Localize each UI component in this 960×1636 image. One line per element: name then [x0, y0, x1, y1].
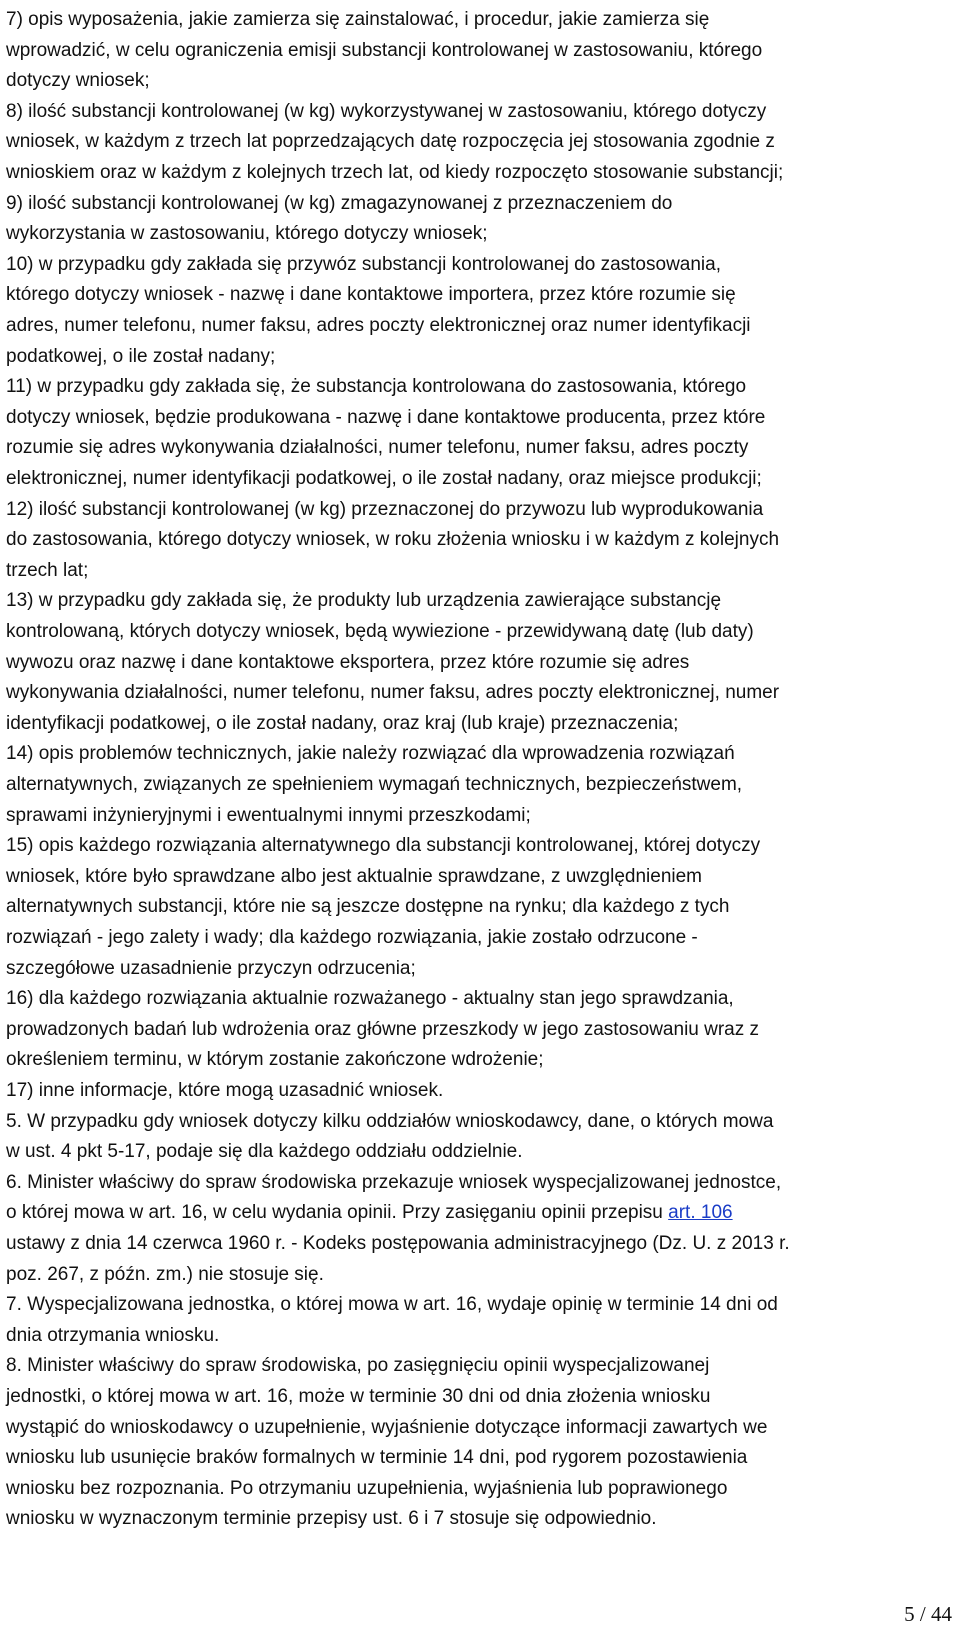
- text-line: [6, 249, 721, 280]
- text-line: [6, 708, 678, 739]
- text-line: [6, 371, 746, 402]
- text-line-content: w ust. 4 pkt 5-17, podaje się dla każdego oddziału oddzielnie.: [6, 1141, 523, 1163]
- text-line-content: poz. 267, z późn. zm.) nie stosuje się.: [6, 1263, 324, 1285]
- text-line: [6, 647, 689, 678]
- document-page: [6, 0, 956, 1636]
- text-line-content: wniosek, które było sprawdzane albo jest aktualnie sprawdzane, z uwzględnieniem: [6, 865, 702, 887]
- text-line-content: trzech lat;: [6, 559, 89, 581]
- page-number: 5 / 44: [904, 1602, 952, 1626]
- text-line-content: rozwiązań - jego zalety i wady; dla każdego rozwiązania, jakie zostało odrzucone -: [6, 927, 698, 948]
- text-line: [6, 35, 762, 66]
- text-line-content: 7. Wyspecjalizowana jednostka, o której mowa w art. 16, wydaje opinię w terminie 14 dni od: [6, 1294, 778, 1316]
- text-line-content: do zastosowania, którego dotyczy wniosek, w roku złożenia wniosku i w każdym z kolejnych: [6, 529, 780, 551]
- text-line: [6, 1289, 778, 1320]
- text-line-content: sprawami inżynieryjnymi i ewentualnymi innymi przeszkodami;: [6, 804, 531, 826]
- text-line-content: identyfikacji podatkowej, o ile został nadany, oraz kraj (lub kraje) przeznaczenia;: [6, 712, 679, 734]
- text-line-content: 11) w przypadku gdy zakłada się, że substancja kontrolowana do zastosowania, którego: [6, 376, 747, 398]
- text-line-content: 5. W przypadku gdy wniosek dotyczy kilku oddziałów wnioskodawcy, dane, o których mowa: [6, 1110, 774, 1132]
- text-line-content: wniosku lub usunięcie braków formalnych w terminie 14 dni, pod rygorem pozostawienia: [6, 1447, 748, 1469]
- law-article-link[interactable]: art. 106: [668, 1202, 733, 1224]
- text-line: [6, 218, 488, 249]
- text-line: [6, 341, 275, 372]
- text-line: [6, 188, 672, 219]
- text-line: [6, 1442, 747, 1473]
- text-line: [6, 126, 775, 157]
- text-line-content: alternatywnych, związanych ze spełnieniem wymagań technicznych, bezpieczeństwem,: [6, 774, 743, 795]
- text-line: [6, 432, 748, 463]
- text-line: [6, 830, 760, 861]
- text-line-content: wywozu oraz nazwę i dane kontaktowe eksportera, przez które rozumie się adres: [6, 651, 690, 673]
- text-line: [6, 1167, 781, 1198]
- text-line-content: 8. Minister właściwy do spraw środowiska, po zasięgnięciu opinii wyspecjalizowanej: [6, 1355, 710, 1377]
- text-line-content: wnioskiem oraz w każdym z kolejnych trzech lat, od kiedy rozpoczęto stosowanie substancji;: [6, 162, 784, 183]
- text-line: [6, 953, 416, 984]
- text-line-content: wniosku bez rozpoznania. Po otrzymaniu uzupełnienia, wyjaśnienia lub poprawionego: [6, 1477, 728, 1499]
- text-line-content: dotyczy wniosek;: [6, 70, 150, 92]
- text-line: [6, 922, 698, 953]
- text-line-content: prowadzonych badań lub wdrożenia oraz główne przeszkody w jego zastosowaniu wraz z: [6, 1018, 760, 1040]
- text-line: [6, 1320, 219, 1351]
- text-line-content: 16) dla każdego rozwiązania aktualnie rozważanego - aktualny stan jego sprawdzania,: [6, 988, 734, 1010]
- text-line: [6, 1136, 523, 1167]
- text-line: [6, 1473, 727, 1504]
- text-line-content: 15) opis każdego rozwiązania alternatywnego dla substancji kontrolowanej, której dotyczy: [6, 835, 761, 857]
- text-line-content: dotyczy wniosek, będzie produkowana - nazwę i dane kontaktowe producenta, przez które: [6, 406, 766, 428]
- text-line: [6, 1197, 733, 1228]
- text-line-content: określeniem terminu, w którym zostanie zakończone wdrożenie;: [6, 1049, 544, 1071]
- text-line: [6, 1106, 773, 1137]
- text-line-content: 13) w przypadku gdy zakłada się, że produkty lub urządzenia zawierające substancję: [6, 590, 722, 612]
- text-line-content: rozumie się adres wykonywania działalności, numer telefonu, numer faksu, adres poczty: [6, 437, 749, 459]
- text-line: [6, 891, 729, 922]
- text-line: [6, 463, 762, 494]
- text-line-content: podatkowej, o ile został nadany;: [6, 345, 276, 367]
- text-line: [6, 402, 765, 433]
- text-line: [6, 1350, 709, 1381]
- text-line-content: wykorzystania w zastosowaniu, którego dotyczy wniosek;: [6, 223, 488, 245]
- text-line: [6, 1044, 544, 1075]
- text-line-content: elektronicznej, numer identyfikacji podatkowej, o ile został nadany, oraz miejsce produkcji;: [6, 468, 762, 489]
- text-line-content: szczegółowe uzasadnienie przyczyn odrzucenia;: [6, 957, 416, 979]
- text-line: [6, 677, 779, 708]
- text-line-content: jednostki, o której mowa w art. 16, może w terminie 30 dni od dnia złożenia wniosku: [6, 1386, 711, 1407]
- text-line: [6, 4, 709, 35]
- text-line-content: którego dotyczy wniosek - nazwę i dane kontaktowe importera, przez które rozumie się: [6, 284, 736, 306]
- text-line-content: wniosek, w każdym z trzech lat poprzedzających datę rozpoczęcia jej stosowania zgodnie z: [6, 131, 775, 153]
- text-line-content: 12) ilość substancji kontrolowanej (w kg) przeznaczonej do przywozu lub wyprodukowania: [6, 498, 764, 520]
- text-line-content: 8) ilość substancji kontrolowanej (w kg) wykorzystywanej w zastosowaniu, którego dotyczy: [6, 100, 767, 122]
- text-line: [6, 524, 779, 555]
- text-line-content: dnia otrzymania wniosku.: [6, 1324, 220, 1346]
- text-line: [6, 1228, 790, 1259]
- text-line: [6, 494, 763, 525]
- text-line: [6, 555, 88, 586]
- text-line-content: ustawy z dnia 14 czerwca 1960 r. - Kodeks postępowania administracyjnego (Dz. U. z 2013 r.: [6, 1233, 790, 1254]
- text-line-content: 7) opis wyposażenia, jakie zamierza się zainstalować, i procedur, jakie zamierza się: [6, 9, 710, 30]
- text-line: [6, 279, 736, 310]
- text-line-content: 17) inne informacje, które mogą uzasadnić wniosek.: [6, 1080, 444, 1101]
- text-line: [6, 769, 742, 800]
- text-line: [6, 861, 702, 892]
- text-line-content: wystąpić do wnioskodawcy o uzupełnienie, wyjaśnienie dotyczące informacji zawartych we: [6, 1416, 768, 1438]
- text-line-content: adres, numer telefonu, numer faksu, adres poczty elektronicznej oraz numer identyfikacji: [6, 315, 751, 336]
- text-line-content: o której mowa w art. 16, w celu wydania opinii. Przy zasięganiu opinii przepisu: [6, 1202, 669, 1224]
- text-line-content: wniosku w wyznaczonym terminie przepisy ust. 6 i 7 stosuje się odpowiednio.: [6, 1508, 657, 1530]
- text-line-content: wprowadzić, w celu ograniczenia emisji substancji kontrolowanej w zastosowaniu, którego: [6, 39, 763, 61]
- text-line-content: alternatywnych substancji, które nie są jeszcze dostępne na rynku; dla każdego z tych: [6, 896, 730, 918]
- text-line: [6, 96, 766, 127]
- text-line: [6, 800, 531, 831]
- text-line: [6, 1412, 767, 1443]
- text-line-content: 9) ilość substancji kontrolowanej (w kg) zmagazynowanej z przeznaczeniem do: [6, 192, 673, 214]
- text-line-content: kontrolowaną, których dotyczy wniosek, będą wywiezione - przewidywaną datę (lub daty): [6, 621, 754, 642]
- text-line: [6, 1381, 710, 1412]
- text-line-content: 10) w przypadku gdy zakłada się przywóz substancji kontrolowanej do zastosowania,: [6, 253, 721, 275]
- text-line-content: 14) opis problemów technicznych, jakie należy rozwiązać dla wprowadzenia rozwiązań: [6, 743, 735, 765]
- text-line: [6, 1259, 324, 1290]
- text-line: [6, 310, 751, 341]
- text-line: [6, 585, 721, 616]
- text-line: [6, 983, 734, 1014]
- text-line: [6, 1014, 759, 1045]
- text-line: [6, 157, 783, 188]
- text-line: [6, 1075, 443, 1106]
- text-line: [6, 65, 150, 96]
- text-line-content: wykonywania działalności, numer telefonu, numer faksu, adres poczty elektronicznej, numer: [6, 682, 780, 704]
- text-line-content: 6. Minister właściwy do spraw środowiska przekazuje wniosek wyspecjalizowanej jednostce,: [6, 1171, 782, 1193]
- text-line: [6, 1503, 657, 1534]
- text-line: [6, 738, 735, 769]
- text-line: [6, 616, 754, 647]
